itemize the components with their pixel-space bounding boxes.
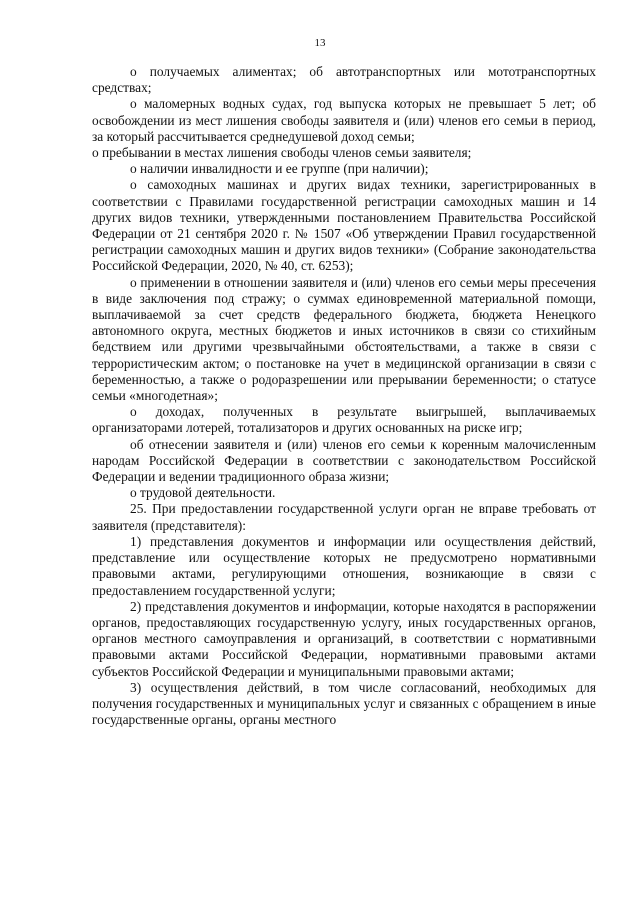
paragraph-alimony-vehicles: о получаемых алиментах; об автотранспортных или мототранспортных средствах; xyxy=(92,64,596,96)
paragraph-disability: о наличии инвалидности и ее группе (при наличии); xyxy=(130,161,429,177)
document-body xyxy=(92,64,596,728)
paragraph-item-25: 25. При предоставлении государственной услуги орган не вправе требовать от заявителя (представителя): xyxy=(92,501,596,533)
paragraph-imprisonment: о пребывании в местах лишения свободы членов семьи заявителя; xyxy=(92,145,472,161)
paragraph-detention-assistance: о применении в отношении заявителя и (или) членов его семьи меры пресечения в виде заключения под стражу; о суммах единовременной материальной помощи, выплачиваемой за счет средств федерального бюджета, бюджета Ненецкого автономного округа, местных бюджетов и иных источников в связи со стихийным бедствием или другими чрезвычайными обстоятельствами, а также в связи с террористическим актом; о постановке на учет в медицинской организации в связи с беременностью, а также о родоразрешении или прерывании беременности; о статусе семьи «многодетная»; xyxy=(92,274,596,404)
page-number: 13 xyxy=(314,37,326,49)
paragraph-subitem-2: 2) представления документов и информации, которые находятся в распоряжении органов, предоставляющих государственную услугу, иных государственных органов, органов местного самоуправления и организаций, в соответствии с нормативными правовыми актами Российской Федерации, нормативными правовыми актами субъектов Российской Федерации и муниципальными правовыми актами; xyxy=(92,598,596,679)
paragraph-indigenous-peoples: об отнесении заявителя и (или) членов его семьи к коренным малочисленным народам Российской Федерации в соответствии с законодательством Российской Федерации и ведении традиционного образа жизни; xyxy=(92,436,596,485)
paragraph-lottery-income: о доходах, полученных в результате выигрышей, выплачиваемых организаторами лотерей, тотализаторов и других основанных на риске игр; xyxy=(92,404,596,436)
paragraph-subitem-1: 1) представления документов и информации или осуществления действий, представление или осуществление которых не предусмотрено нормативными правовыми актами, регулирующими отношения, возникающие в связи с предоставлением государственной услуги; xyxy=(92,533,596,598)
paragraph-subitem-3: 3) осуществления действий, в том числе согласований, необходимых для получения государственных и муниципальных услуг и связанных с обращением в иные государственные органы, органы местного xyxy=(92,679,596,728)
paragraph-small-vessels: о маломерных водных судах, год выпуска которых не превышает 5 лет; об освобождении из мест лишения свободы заявителя и (или) членов его семьи в период, за который рассчитывается среднедушевой доход семьи; xyxy=(92,96,596,144)
paragraph-employment: о трудовой деятельности. xyxy=(130,485,276,501)
paragraph-self-propelled-machines: о самоходных машинах и других видах техники, зарегистрированных в соответствии с Правилами государственной регистрации самоходных машин и 14 других видов техники, утвержденными постановлением Правительства Российской Федерации от 21 сентября 2020 г. № 1507 «Об утверждении Правил государственной регистрации самоходных машин и других видов техники» (Собрание законодательства Российской Федерации, 2020, № 40, ст. 6253); xyxy=(92,177,596,274)
